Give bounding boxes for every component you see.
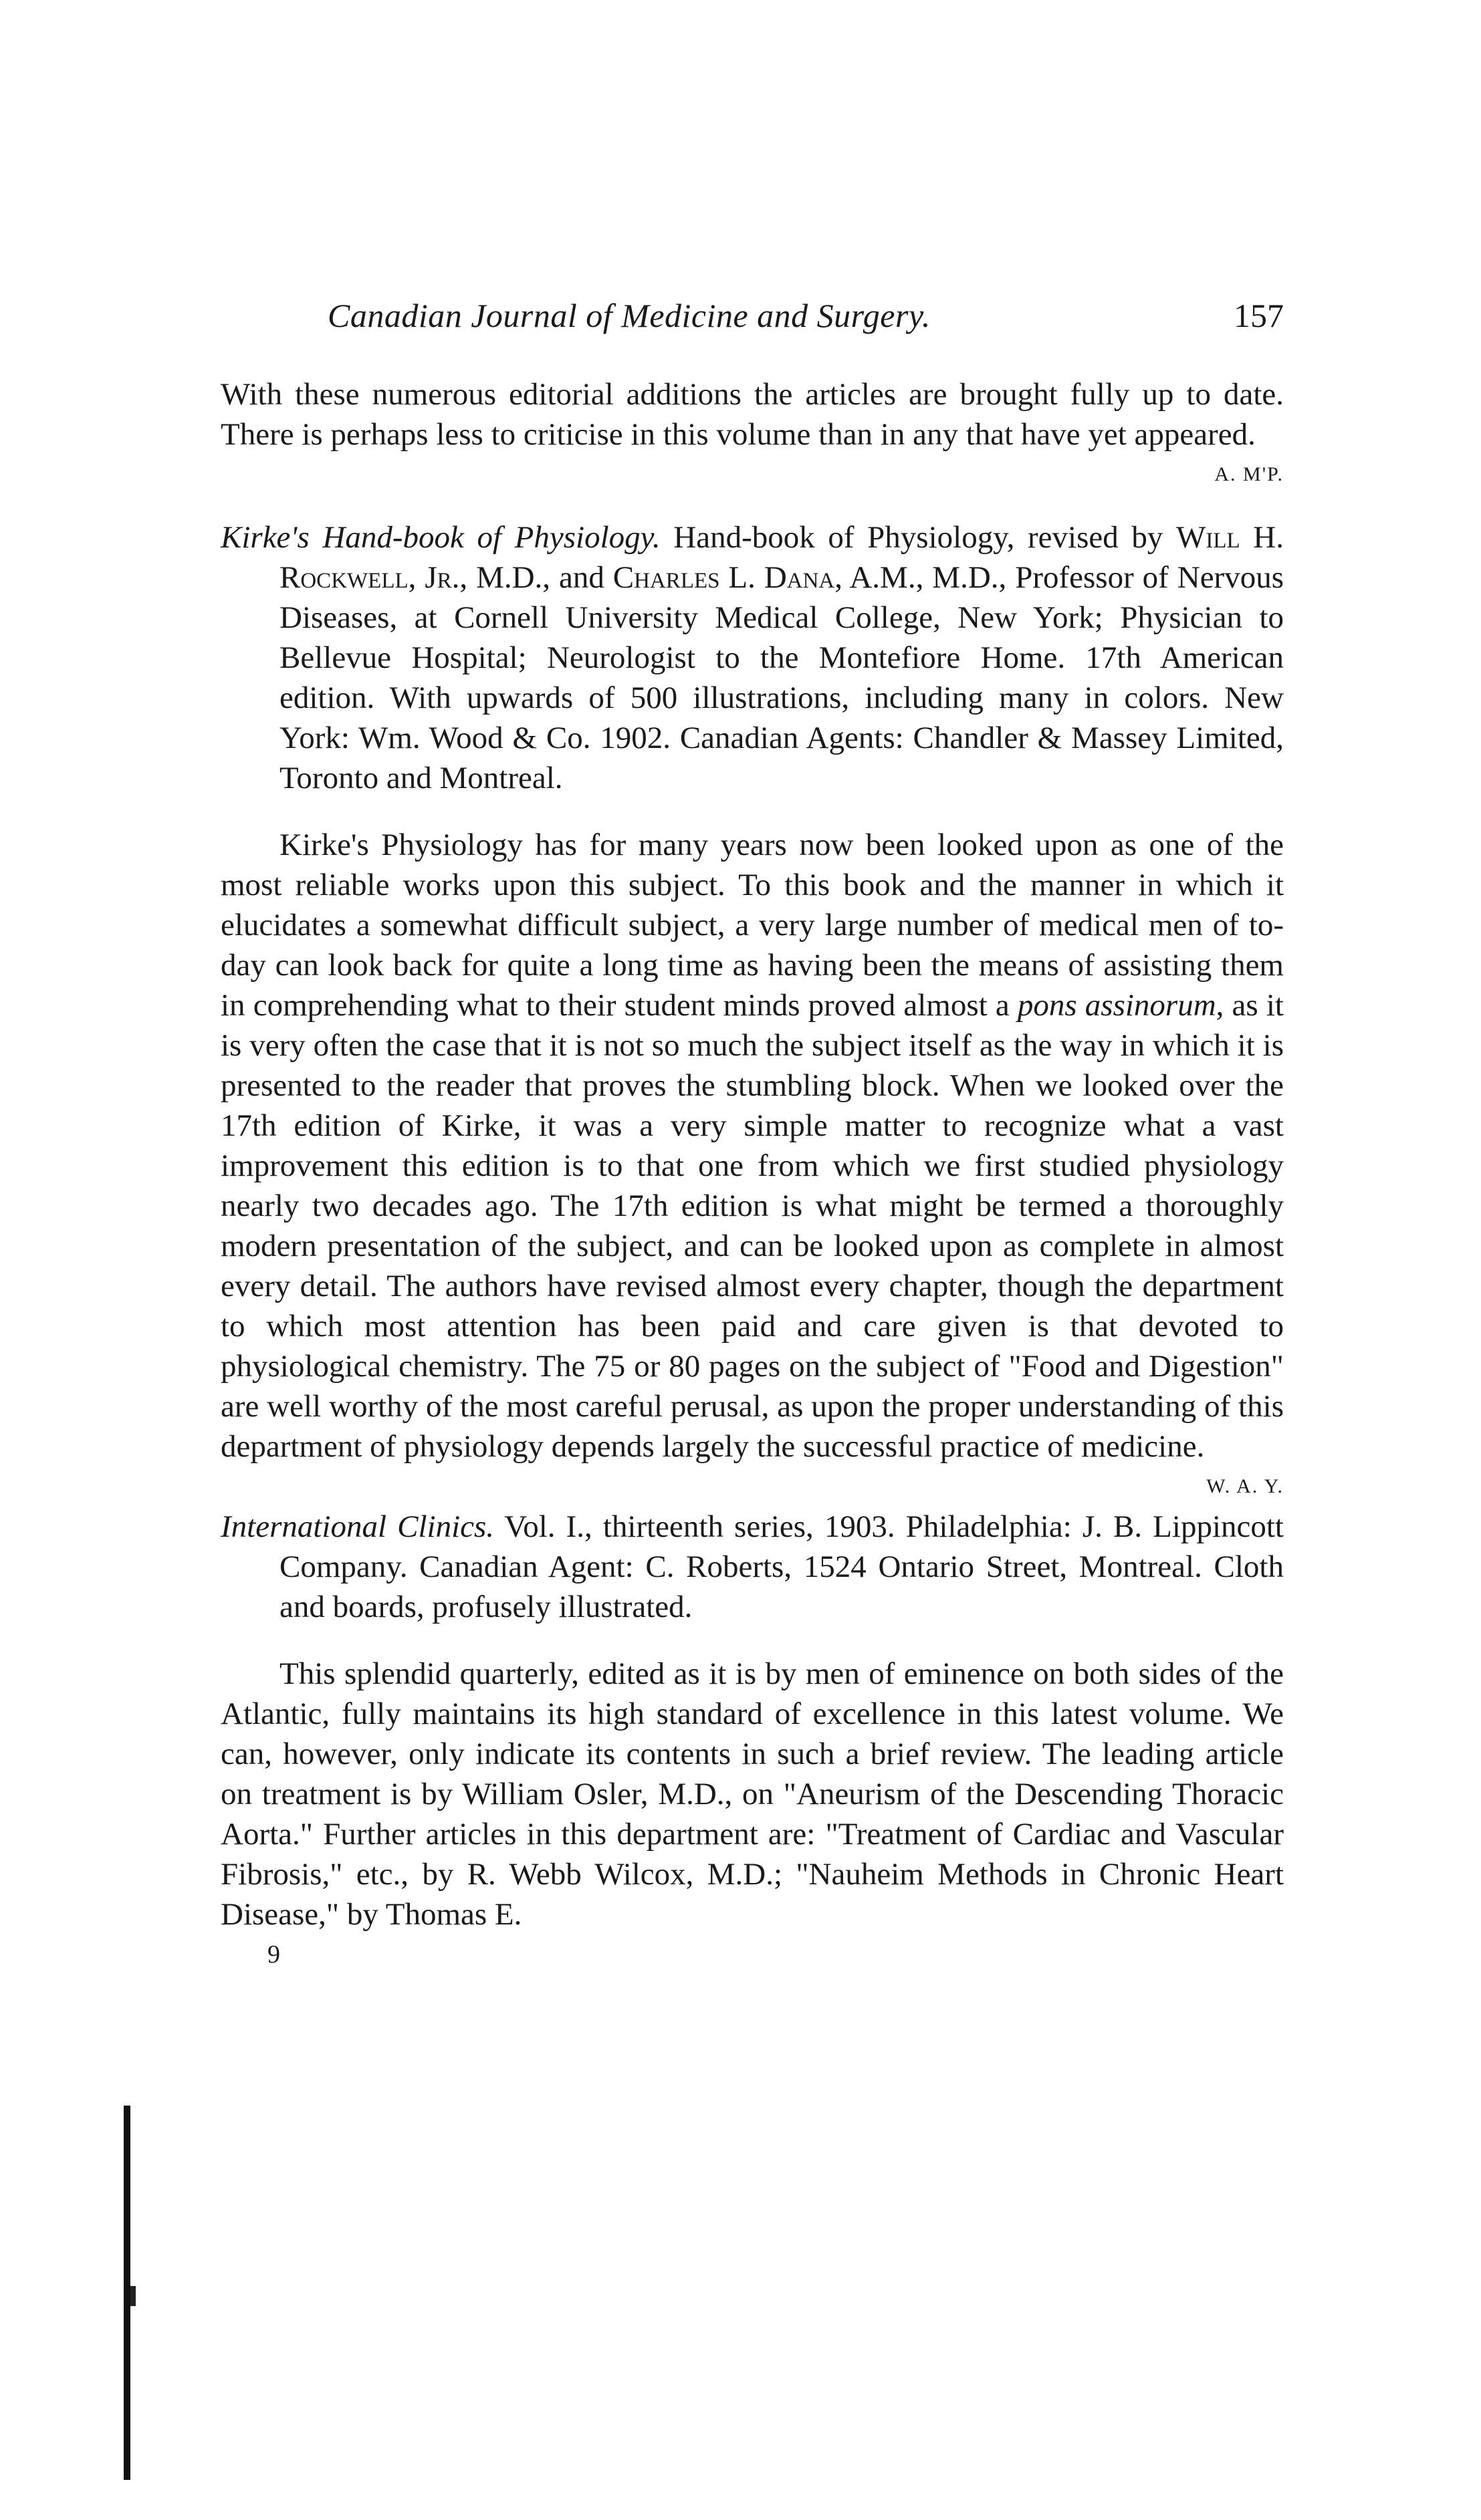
clinics-book-title: International Clinics. — [221, 1509, 495, 1544]
previous-review-signature: A. M'P. — [1214, 463, 1284, 485]
author-rockwell: Will H. Rockwell, Jr. — [279, 520, 1284, 595]
clinics-review-body: This splendid quarterly, edited as it is by men of eminence on both sides of the Atlantic, fully maintains its high standard of excellence in this latest volume. We can, however, only indicate its contents in such a brief review. The leading article on treatment is by William Osler, M.D., on "Aneurism of the Descending Thoracic Aorta." Further articles in this department are: "Treatment of Cardiac and Vascular Fibrosis," etc., by R. Webb Wilcox, M.D.; "Nauheim Methods in Chronic Heart Disease," by Thomas E. — [221, 1656, 1284, 1932]
running-head — [328, 289, 1284, 342]
kirke-review-body: Kirke's Physiology has for many years now been looked upon as one of the most reliable works upon this subject. To this book and the manner in which it elucidates a somewhat difficult subject, a very large number of medical men of to-day can look back for quite a long time as having been the means of assisting them in comprehending what to their student minds proved almost a pons assinorum, as it is very often the case that it is not so much the subject itself as the way in which it is presented to the reader that proves the stumbling block. When we looked over the 17th edition of Kirke, it was a very simple matter to recognize what a vast improvement this edition is to that one from which we first studied physiology nearly two decades ago. The 17th edition is what might be termed a thoroughly modern presentation of the subject, and can be looked upon as complete in almost every detail. The authors have revised almost every chapter, though the department to which most attention has been paid and care given is that devoted to physiological chemistry. The 75 or 80 pages on the subject of "Food and Digestion" are well worthy of the most careful perusal, as upon the proper understanding of this department of physiology depends largely the successful practice of medicine. — [221, 828, 1284, 1464]
journal-title: Canadian Journal of Medicine and Surgery. — [328, 297, 931, 334]
previous-review-text: With these numerous editorial additions the articles are brought fully up to date. There is perhaps less to criticise in this volume than in any that have yet appeared. — [221, 377, 1284, 452]
page-number: 157 — [1234, 297, 1284, 334]
page-body — [221, 374, 1284, 1975]
binding-margin-mark — [130, 2286, 136, 2306]
author-dana: Charles L. Dana — [612, 560, 835, 595]
kirke-citation: Kirke's Hand-book of Physiology. Hand-book of Physiology, revised by Will H. Rockwell, Jr., M.D., and Charles L. Dana, A.M., M.D., Professor of Nervous Diseases, at Cornell University Medical College, New York; Physician to Bellevue Hospital; Neurologist to the Montefiore Home. 17th American edition. With upwards of 500 illustrations, including many in colors. New York: Wm. Wood & Co. 1902. Canadian Agents: Chandler & Massey Limited, Toronto and Montreal. — [221, 520, 1284, 795]
kirke-review-signature: W. A. Y. — [1206, 1475, 1284, 1497]
binding-margin-rule — [124, 2106, 130, 2480]
latin-phrase: pons assinorum — [1017, 988, 1216, 1023]
signature-mark: 9 — [267, 1940, 280, 1969]
kirke-book-title: Kirke's Hand-book of Physiology. — [221, 520, 661, 555]
clinics-citation: International Clinics. Vol. I., thirteenth series, 1903. Philadelphia: J. B. Lippincott Company. Canadian Agent: C. Roberts, 1524 Ontario Street, Montreal. Cloth and boards, profusely illustrated. — [221, 1509, 1284, 1624]
